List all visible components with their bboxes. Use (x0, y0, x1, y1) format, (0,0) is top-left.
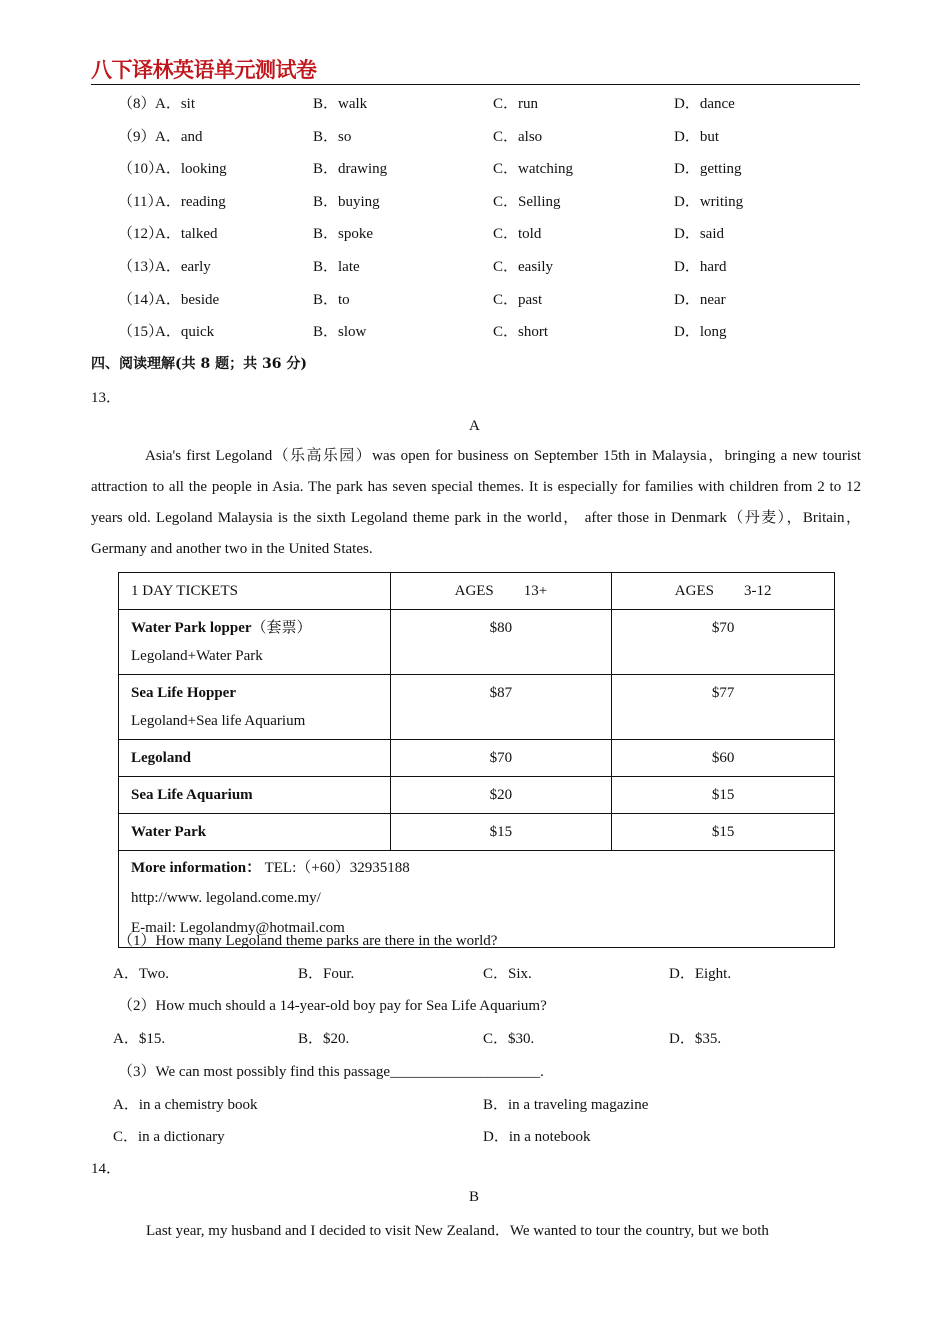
option-a: A．beside (155, 291, 220, 308)
answer-option: B．in a traveling magazine (483, 1097, 649, 1113)
option-c: C．told (493, 226, 542, 243)
more-info-label: More information： (131, 860, 262, 876)
ticket-name: Legoland (131, 750, 192, 766)
table-row (119, 740, 835, 777)
ticket-name-cell (119, 610, 391, 675)
option-c: C．run (493, 96, 539, 112)
question-text: （3）We can most possibly find this passage____________________. (118, 1064, 544, 1080)
ticket-name: Sea Life Aquarium (131, 787, 253, 803)
price-3-12: $70 (612, 610, 835, 675)
option-b: B．slow (313, 324, 367, 341)
answer-option: D．in a notebook (483, 1129, 591, 1145)
table-row (119, 814, 835, 851)
price-3-12: $15 (612, 814, 835, 851)
option-d: D．dance (674, 96, 735, 112)
option-d: D．hard (674, 259, 727, 275)
passage-text: Last year, my husband and I decided to visit New Zealand．We wanted to tour the country, but we both (146, 1223, 769, 1239)
ticket-description: Legoland+Water Park (131, 648, 263, 664)
document-header-title: 八下译林英语单元测试卷 (91, 58, 317, 82)
option-a: A．looking (155, 161, 227, 178)
option-c: C．Selling (493, 193, 561, 210)
option-a: A．talked (155, 226, 218, 243)
option-a: A．reading (155, 193, 226, 210)
option-c: C．past (493, 291, 543, 308)
option-b: B．spoke (313, 226, 374, 243)
option-a: A．quick (155, 324, 215, 341)
option-d: D．getting (674, 161, 742, 178)
table-header: AGES 13+ (390, 573, 612, 610)
option-b: B．drawing (313, 161, 388, 178)
option-number: （10） (118, 161, 164, 178)
table-header-row (119, 573, 835, 610)
option-c: C．easily (493, 259, 553, 275)
table-row (119, 777, 835, 814)
ticket-name: Sea Life Hopper (131, 685, 236, 701)
price-3-12: $77 (612, 675, 835, 740)
passage-label: B (469, 1189, 480, 1205)
price-3-12: $60 (612, 740, 835, 777)
answer-option: C．$30. (483, 1031, 535, 1047)
ticket-note: （套票） (251, 620, 312, 636)
option-b: B．walk (313, 96, 368, 112)
option-b: B．buying (313, 193, 380, 210)
option-c: C．watching (493, 161, 573, 178)
answer-option: A．$15. (113, 1031, 166, 1047)
option-number: （8） (118, 96, 156, 112)
passage-label: A (469, 418, 480, 434)
answer-option: B．Four. (298, 966, 355, 982)
question-number: 13． (91, 390, 122, 406)
option-number: （15） (118, 324, 164, 341)
header-divider (91, 84, 860, 85)
ticket-description: Legoland+Sea life Aquarium (131, 713, 306, 729)
answer-option: B．$20. (298, 1031, 350, 1047)
option-number: （11） (118, 193, 163, 210)
answer-option: D．$35. (669, 1031, 722, 1047)
ticket-name: Water Park lopper (131, 620, 252, 636)
price-13-plus: $20 (390, 777, 612, 814)
answer-option: C．Six. (483, 966, 532, 982)
price-13-plus: $80 (390, 610, 612, 675)
email-address: E-mail: Legolandmy@hotmail.com (131, 920, 345, 936)
table-header: 1 DAY TICKETS (119, 573, 391, 610)
price-13-plus: $15 (390, 814, 612, 851)
ticket-table (118, 572, 835, 948)
option-d: D．writing (674, 193, 744, 210)
ticket-name-cell (119, 777, 391, 814)
price-13-plus: $87 (390, 675, 612, 740)
answer-option: D．Eight. (669, 966, 732, 982)
telephone: TEL:（+60）32935188 (264, 860, 410, 876)
passage-text: Asia's first Legoland（乐高乐园）was open for business on September 15th in Malaysia，bringing a new tourist attraction to all the people in Asia. The park has seven special themes. It is especially for families with children from 2 to 12 years old. Legoland Malaysia is the sixth Legoland theme park in the world， after those in Denmark（丹麦），Britain，Germany and another two in the United States. (91, 448, 861, 557)
option-b: B．late (313, 259, 360, 275)
price-13-plus: $70 (390, 740, 612, 777)
option-a: A．and (155, 128, 203, 145)
section-title: 四、阅读理解(共 8 题；共 36 分) (91, 356, 307, 372)
table-header: AGES 3-12 (612, 573, 835, 610)
option-b: B．so (313, 128, 352, 145)
option-number: （9） (118, 128, 156, 145)
option-a: A．sit (155, 96, 196, 112)
question-text: （1）How many Legoland theme parks are there in the world? (118, 933, 498, 949)
option-number: （12） (118, 226, 164, 243)
ticket-name-cell (119, 740, 391, 777)
option-c: C．short (493, 324, 549, 341)
price-3-12: $15 (612, 777, 835, 814)
option-b: B．to (313, 291, 350, 308)
option-a: A．early (155, 259, 211, 275)
option-c: C．also (493, 128, 543, 145)
answer-option: A．in a chemistry book (113, 1097, 258, 1113)
option-d: D．said (674, 226, 724, 243)
ticket-name: Water Park (131, 824, 207, 840)
option-d: D．long (674, 324, 727, 341)
table-row (119, 675, 835, 740)
question-number: 14． (91, 1161, 122, 1177)
table-row (119, 610, 835, 675)
option-d: D．near (674, 291, 726, 308)
answer-option: A．Two. (113, 966, 170, 982)
option-d: D．but (674, 128, 720, 145)
ticket-name-cell (119, 675, 391, 740)
question-text: （2）How much should a 14-year-old boy pay for Sea Life Aquarium? (118, 998, 547, 1014)
answer-option: C．in a dictionary (113, 1129, 225, 1145)
option-number: （14） (118, 291, 164, 308)
option-number: （13） (118, 259, 164, 275)
ticket-name-cell (119, 814, 391, 851)
website-url: http://www. legoland.come.my/ (131, 890, 321, 906)
